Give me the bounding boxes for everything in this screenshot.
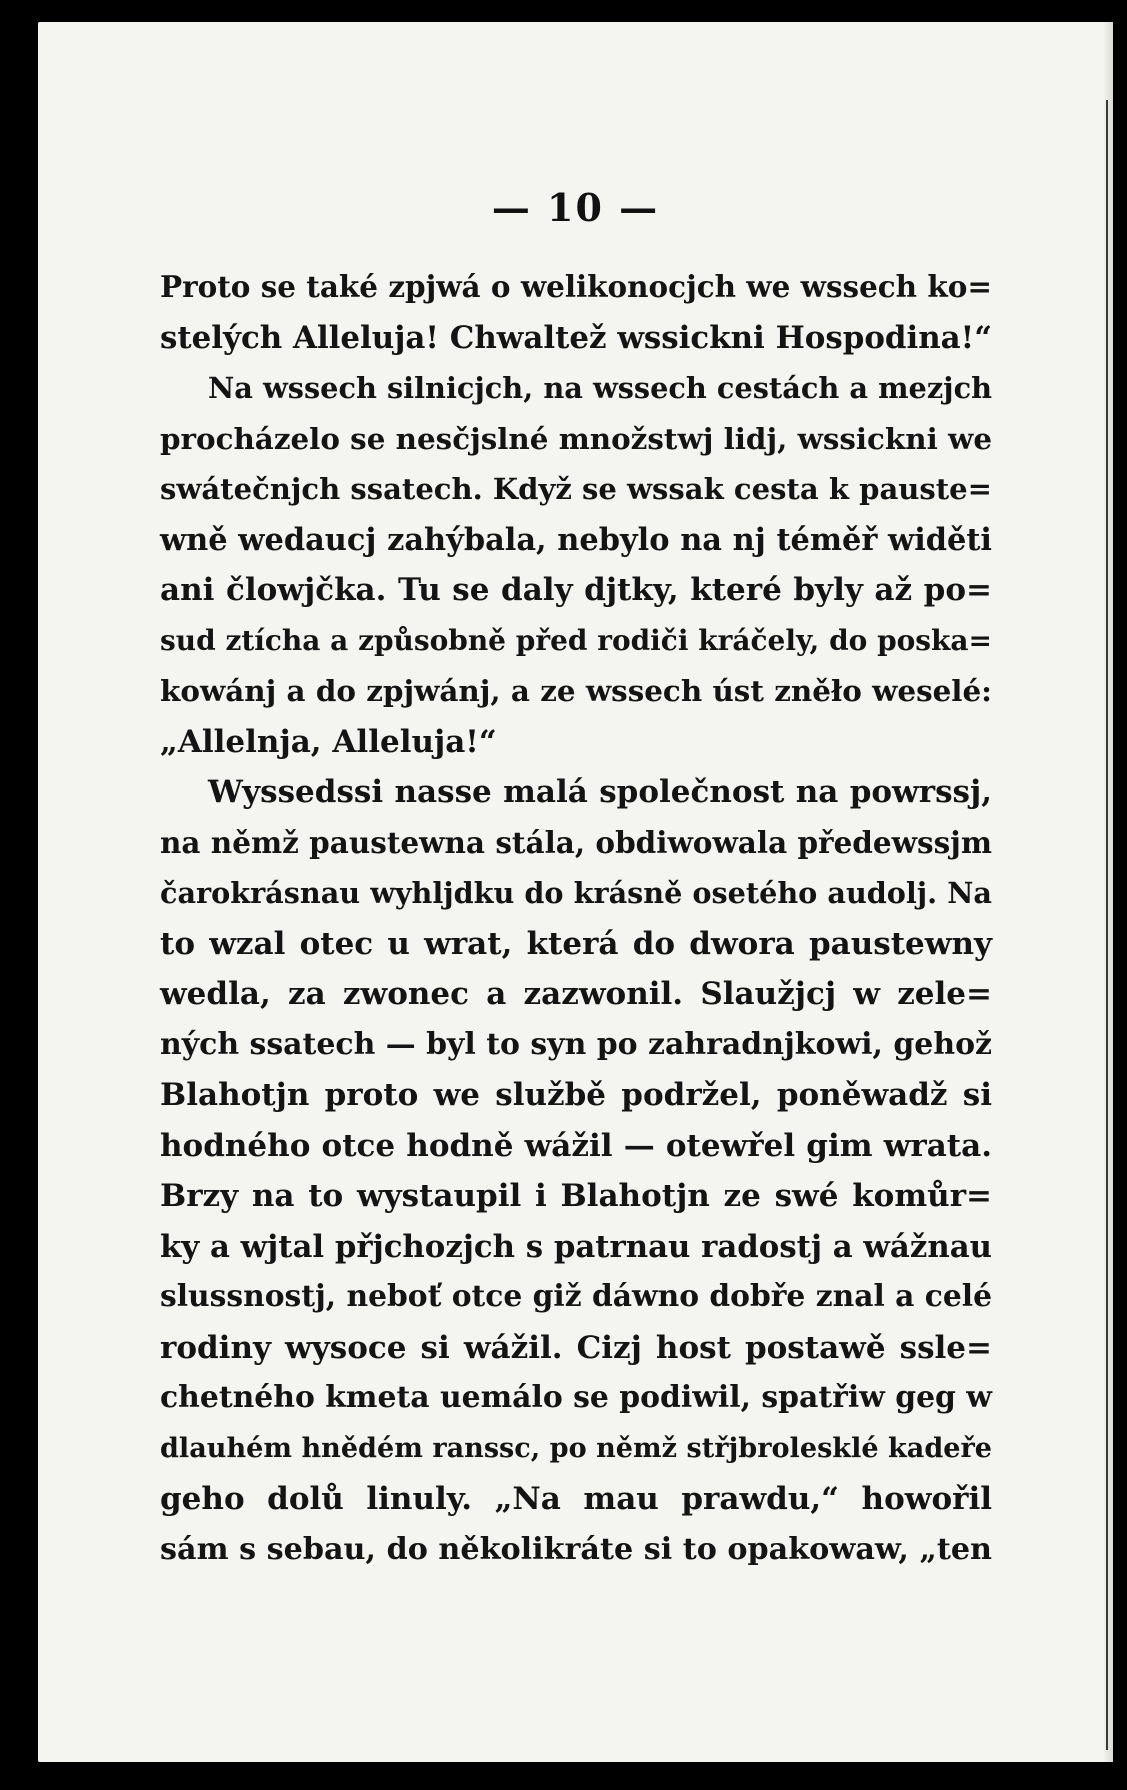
text-line: Na wssech silnicjch, na wssech cestách a mezjch <box>208 371 992 405</box>
text-line: procházelo se nesčjslné množstwj lidj, wssickni we <box>160 420 992 456</box>
text-line: wedla, za zwonec a zazwonil. Slaužjcj w zele= <box>160 976 992 1012</box>
text-line: Brzy na to wystaupil i Blahotjn ze swé komůr= <box>160 1178 992 1214</box>
text-line: hodného otce hodně wážil — otewřel gim wrata. <box>160 1127 992 1164</box>
page-edge-shadow <box>1103 22 1113 1762</box>
text-line: slussnostj, neboť otce giž dáwno dobře znal a celé <box>160 1279 992 1314</box>
text-line: geho dolů linuly. „Na mau prawdu,“ howořil <box>160 1481 992 1517</box>
text-line: to wzal otec u wrat, která do dwora paustewny <box>160 925 992 962</box>
text-line: rodiny wysoce si wážil. Cizj host postawě ssle= <box>160 1329 992 1366</box>
text-line: čarokrásnau wyhljdku do krásně osetého audolj. Na <box>160 876 992 910</box>
text-line: ani člowjčka. Tu se daly djtky, které byly až po= <box>160 572 992 608</box>
text-line: Blahotjn proto we službě podržel, poněwadž si <box>160 1077 992 1113</box>
text-line: Wyssedssi nasse malá společnost na powrssj, <box>208 774 992 810</box>
text-line: sud ztícha a způsobně před rodiči kráčely, do poska= <box>160 623 992 657</box>
body-text <box>160 262 992 1575</box>
text-line: stelých Alleluja! Chwaltež wssickni Hospodina!“ <box>160 319 992 356</box>
text-line: „Allelnja, Alleluja!“ <box>160 723 497 760</box>
text-line: na němž paustewna stála, obdiwowala předewssjm <box>160 824 992 860</box>
text-line: swátečnjch ssatech. Když se wssak cesta k pauste= <box>160 472 992 506</box>
text-line: kowánj a do zpjwánj, a ze wssech úst zněło weselé: <box>160 673 992 708</box>
text-line: dlauhém hnědém ranssc, po němž střjbrolesklé kadeře <box>160 1432 992 1464</box>
text-line: ných ssatech — byl to syn po zahradnjkowi, gehož <box>160 1026 992 1062</box>
binding-rule <box>1106 100 1108 1750</box>
text-line: Proto se také zpjwá o welikonocjch we wssech ko= <box>160 269 992 304</box>
text-line: wně wedaucj zahýbala, nebylo na nj téměř widěti <box>160 521 992 558</box>
page-number: — 10 — <box>491 185 660 230</box>
text-line: chetného kmeta uemálo se podiwil, spatřiw geg w <box>160 1380 992 1415</box>
text-line: ky a wjtal přjchozjch s patrnau radostj a wážnau <box>160 1228 992 1265</box>
text-line: sám s sebau, do několikráte si to opakowaw, „ten <box>160 1531 992 1567</box>
